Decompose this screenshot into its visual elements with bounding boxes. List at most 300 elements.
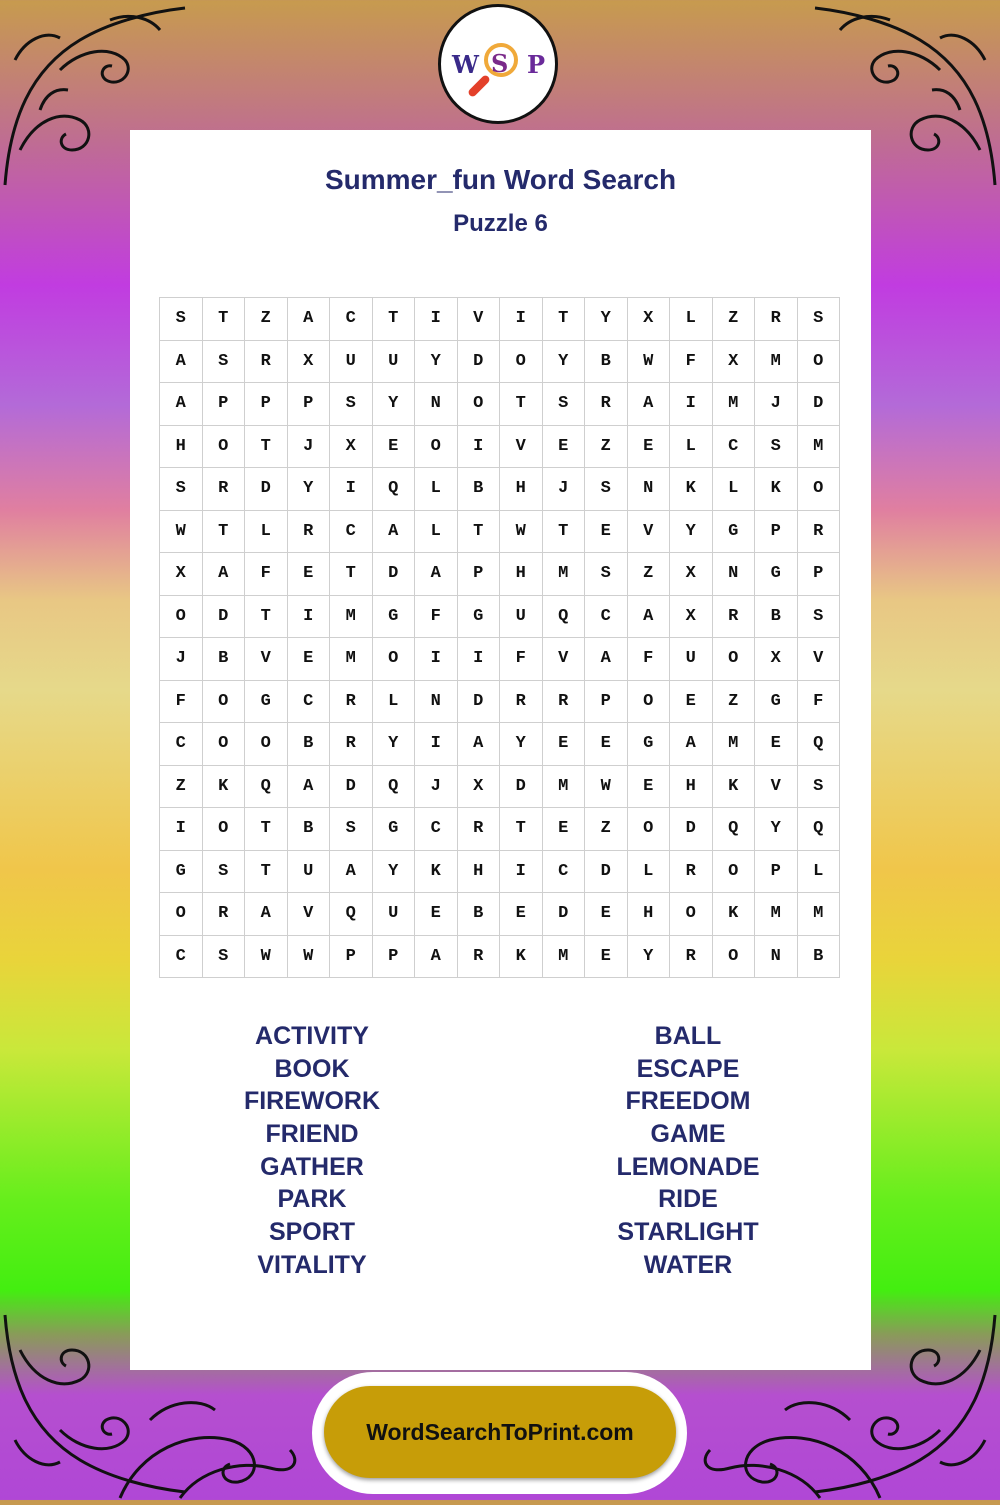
page-title: Summer_fun Word Search [324, 164, 677, 195]
grid-cell[interactable]: T [542, 298, 585, 341]
grid-cell[interactable]: Z [712, 298, 755, 341]
grid-cell[interactable]: I [670, 383, 713, 426]
grid-cell[interactable]: D [457, 340, 500, 383]
grid-row [160, 425, 840, 468]
grid-cell[interactable]: M [712, 723, 755, 766]
grid-cell[interactable]: Z [585, 425, 628, 468]
grid-cell[interactable]: A [457, 723, 500, 766]
grid-cell[interactable]: X [330, 425, 373, 468]
grid-cell[interactable]: X [712, 340, 755, 383]
grid-cell[interactable]: C [542, 850, 585, 893]
puzzle-subtitle: Puzzle 6 [453, 210, 548, 237]
grid-row [160, 468, 840, 511]
grid-cell[interactable]: U [372, 340, 415, 383]
bottom-swirl-left [0, 1360, 320, 1500]
grid-cell[interactable]: K [712, 893, 755, 936]
grid-cell[interactable]: Y [372, 383, 415, 426]
grid-cell[interactable]: S [585, 553, 628, 596]
grid-row [160, 723, 840, 766]
grid-cell[interactable]: N [712, 553, 755, 596]
grid-cell[interactable]: M [797, 425, 840, 468]
grid-cell[interactable]: X [627, 298, 670, 341]
grid-cell[interactable]: Y [585, 298, 628, 341]
grid-cell[interactable]: S [755, 425, 798, 468]
grid-cell[interactable]: X [670, 595, 713, 638]
grid-cell[interactable]: Y [627, 935, 670, 978]
grid-cell[interactable]: D [670, 808, 713, 851]
grid-cell[interactable]: H [627, 893, 670, 936]
grid-cell[interactable]: R [712, 595, 755, 638]
grid-cell[interactable]: T [500, 808, 543, 851]
word-list-item: GATHER [260, 1152, 364, 1181]
grid-cell[interactable]: E [755, 723, 798, 766]
grid-cell[interactable]: F [245, 553, 288, 596]
grid-cell[interactable]: O [160, 893, 203, 936]
grid-cell[interactable]: O [712, 850, 755, 893]
grid-cell[interactable]: S [202, 340, 245, 383]
footer-site-label: WordSearchToPrint.com [366, 1418, 634, 1445]
grid-cell[interactable]: U [330, 340, 373, 383]
grid-cell[interactable]: P [202, 383, 245, 426]
grid-cell[interactable]: J [415, 765, 458, 808]
grid-cell[interactable]: E [500, 893, 543, 936]
logo-letter-w: W [452, 50, 479, 79]
grid-cell[interactable]: M [797, 893, 840, 936]
grid-cell[interactable]: G [627, 723, 670, 766]
grid-cell[interactable]: B [457, 893, 500, 936]
grid-cell[interactable]: V [245, 638, 288, 681]
footer-site-button[interactable] [324, 1386, 676, 1478]
grid-cell[interactable]: U [287, 850, 330, 893]
grid-cell[interactable]: K [712, 765, 755, 808]
grid-cell[interactable]: D [245, 468, 288, 511]
grid-cell[interactable]: L [415, 510, 458, 553]
grid-cell[interactable]: C [287, 680, 330, 723]
grid-cell[interactable]: I [500, 850, 543, 893]
grid-cell[interactable]: M [542, 765, 585, 808]
word-list-item: LEMONADE [616, 1152, 760, 1181]
grid-cell[interactable]: H [457, 850, 500, 893]
grid-cell[interactable]: K [755, 468, 798, 511]
grid-cell[interactable]: C [160, 723, 203, 766]
grid-cell[interactable]: X [160, 553, 203, 596]
grid-cell[interactable]: Y [287, 468, 330, 511]
grid-cell[interactable]: U [670, 638, 713, 681]
grid-cell[interactable]: B [287, 808, 330, 851]
grid-cell[interactable]: H [500, 468, 543, 511]
grid-cell[interactable]: D [330, 765, 373, 808]
grid-cell[interactable]: Y [415, 340, 458, 383]
grid-cell[interactable]: C [585, 595, 628, 638]
grid-row [160, 808, 840, 851]
grid-cell[interactable]: M [755, 340, 798, 383]
word-list-item: WATER [643, 1250, 733, 1279]
grid-cell[interactable]: Y [500, 723, 543, 766]
word-list-right [538, 1020, 838, 1282]
grid-cell[interactable]: R [202, 468, 245, 511]
word-list-item: SPORT [268, 1218, 356, 1247]
grid-row [160, 298, 840, 341]
grid-cell[interactable]: R [542, 680, 585, 723]
grid-cell[interactable]: B [755, 595, 798, 638]
grid-cell[interactable]: L [670, 298, 713, 341]
grid-cell[interactable]: R [457, 935, 500, 978]
grid-cell[interactable]: O [627, 808, 670, 851]
grid-cell[interactable]: Q [372, 468, 415, 511]
grid-cell[interactable]: V [542, 638, 585, 681]
grid-cell[interactable]: E [415, 893, 458, 936]
grid-cell[interactable]: Z [627, 553, 670, 596]
grid-cell[interactable]: P [755, 510, 798, 553]
grid-row [160, 935, 840, 978]
grid-cell[interactable]: V [797, 638, 840, 681]
grid-cell[interactable]: R [670, 850, 713, 893]
logo-letter-p: P [527, 50, 546, 79]
grid-cell[interactable]: A [585, 638, 628, 681]
grid-cell[interactable]: P [287, 383, 330, 426]
grid-cell[interactable]: U [500, 595, 543, 638]
grid-cell[interactable]: C [415, 808, 458, 851]
grid-cell[interactable]: L [797, 850, 840, 893]
grid-cell[interactable]: H [500, 553, 543, 596]
grid-cell[interactable]: L [372, 680, 415, 723]
grid-cell[interactable]: I [287, 595, 330, 638]
grid-cell[interactable]: S [202, 850, 245, 893]
grid-row [160, 765, 840, 808]
grid-cell[interactable]: R [755, 298, 798, 341]
grid-cell[interactable]: W [287, 935, 330, 978]
grid-cell[interactable]: N [415, 383, 458, 426]
grid-cell[interactable]: S [585, 468, 628, 511]
grid-cell[interactable]: S [202, 935, 245, 978]
grid-cell[interactable]: D [585, 850, 628, 893]
letter-grid [159, 297, 840, 978]
grid-cell[interactable]: T [245, 850, 288, 893]
grid-cell[interactable]: O [457, 383, 500, 426]
grid-cell[interactable]: O [670, 893, 713, 936]
grid-cell[interactable]: C [330, 298, 373, 341]
grid-cell[interactable]: Q [797, 723, 840, 766]
grid-cell[interactable]: E [287, 553, 330, 596]
grid-cell[interactable]: K [202, 765, 245, 808]
grid-cell[interactable]: P [372, 935, 415, 978]
site-logo[interactable] [438, 4, 558, 124]
grid-cell[interactable]: E [287, 638, 330, 681]
grid-cell[interactable]: E [542, 808, 585, 851]
grid-cell[interactable]: T [500, 383, 543, 426]
grid-cell[interactable]: B [287, 723, 330, 766]
bottom-swirl-right [680, 1360, 1000, 1500]
grid-cell[interactable]: D [202, 595, 245, 638]
grid-cell[interactable]: A [415, 935, 458, 978]
grid-cell[interactable]: G [372, 808, 415, 851]
grid-cell[interactable]: M [542, 935, 585, 978]
grid-cell[interactable]: T [457, 510, 500, 553]
grid-cell[interactable]: A [287, 765, 330, 808]
grid-row [160, 893, 840, 936]
grid-cell[interactable]: A [287, 298, 330, 341]
grid-cell[interactable]: Q [712, 808, 755, 851]
grid-cell[interactable]: P [755, 850, 798, 893]
grid-cell[interactable]: A [372, 510, 415, 553]
grid-cell[interactable]: O [712, 935, 755, 978]
grid-cell[interactable]: V [457, 298, 500, 341]
grid-row [160, 595, 840, 638]
grid-cell[interactable]: E [542, 723, 585, 766]
grid-cell[interactable]: R [670, 935, 713, 978]
word-list-item: PARK [277, 1185, 347, 1214]
grid-cell[interactable]: T [372, 298, 415, 341]
grid-cell[interactable]: S [330, 383, 373, 426]
grid-cell[interactable]: O [202, 425, 245, 468]
grid-cell[interactable]: C [712, 425, 755, 468]
grid-cell[interactable]: E [585, 893, 628, 936]
grid-cell[interactable]: G [457, 595, 500, 638]
grid-cell[interactable]: B [797, 935, 840, 978]
grid-cell[interactable]: L [627, 850, 670, 893]
grid-row [160, 340, 840, 383]
grid-cell[interactable]: V [500, 425, 543, 468]
grid-cell[interactable]: I [160, 808, 203, 851]
grid-cell[interactable]: S [797, 765, 840, 808]
word-list-left [162, 1020, 462, 1282]
grid-cell[interactable]: W [160, 510, 203, 553]
grid-cell[interactable]: I [457, 638, 500, 681]
grid-cell[interactable]: I [457, 425, 500, 468]
grid-cell[interactable]: S [542, 383, 585, 426]
grid-cell[interactable]: O [415, 425, 458, 468]
grid-cell[interactable]: T [202, 298, 245, 341]
grid-cell[interactable]: O [372, 638, 415, 681]
grid-cell[interactable]: H [160, 425, 203, 468]
grid-cell[interactable]: S [330, 808, 373, 851]
grid-row [160, 510, 840, 553]
grid-cell[interactable]: W [585, 765, 628, 808]
grid-cell[interactable]: O [202, 680, 245, 723]
grid-cell[interactable]: H [670, 765, 713, 808]
grid-cell[interactable]: A [160, 383, 203, 426]
grid-cell[interactable]: B [202, 638, 245, 681]
grid-cell[interactable]: A [627, 383, 670, 426]
grid-cell[interactable]: C [160, 935, 203, 978]
grid-cell[interactable]: S [797, 298, 840, 341]
grid-cell[interactable]: I [415, 638, 458, 681]
grid-cell[interactable]: Y [542, 340, 585, 383]
grid-cell[interactable]: B [457, 468, 500, 511]
grid-cell[interactable]: P [797, 553, 840, 596]
grid-cell[interactable]: N [415, 680, 458, 723]
grid-cell[interactable]: Z [245, 298, 288, 341]
grid-cell[interactable]: R [330, 680, 373, 723]
grid-cell[interactable]: E [585, 510, 628, 553]
grid-cell[interactable]: B [585, 340, 628, 383]
grid-cell[interactable]: O [627, 680, 670, 723]
grid-cell[interactable]: A [330, 850, 373, 893]
grid-cell[interactable]: T [202, 510, 245, 553]
grid-cell[interactable]: D [500, 765, 543, 808]
grid-cell[interactable]: Q [372, 765, 415, 808]
grid-cell[interactable]: G [160, 850, 203, 893]
grid-cell[interactable]: M [542, 553, 585, 596]
grid-cell[interactable]: K [500, 935, 543, 978]
grid-cell[interactable]: Y [372, 850, 415, 893]
grid-cell[interactable]: W [627, 340, 670, 383]
grid-cell[interactable]: D [797, 383, 840, 426]
grid-cell[interactable]: R [245, 340, 288, 383]
grid-cell[interactable]: E [627, 425, 670, 468]
grid-cell[interactable]: R [330, 723, 373, 766]
grid-cell[interactable]: N [627, 468, 670, 511]
grid-cell[interactable]: G [755, 680, 798, 723]
grid-cell[interactable]: X [755, 638, 798, 681]
grid-cell[interactable]: M [330, 595, 373, 638]
grid-cell[interactable]: G [712, 510, 755, 553]
grid-cell[interactable]: T [542, 510, 585, 553]
grid-cell[interactable]: L [245, 510, 288, 553]
grid-cell[interactable]: K [415, 850, 458, 893]
grid-cell[interactable]: X [287, 340, 330, 383]
grid-cell[interactable]: X [670, 553, 713, 596]
grid-cell[interactable]: Q [330, 893, 373, 936]
grid-cell[interactable]: G [372, 595, 415, 638]
grid-cell[interactable]: F [415, 595, 458, 638]
grid-cell[interactable]: A [627, 595, 670, 638]
grid-cell[interactable]: P [245, 383, 288, 426]
grid-cell[interactable]: Y [755, 808, 798, 851]
grid-cell[interactable]: V [627, 510, 670, 553]
grid-cell[interactable]: Y [670, 510, 713, 553]
grid-cell[interactable]: T [245, 808, 288, 851]
grid-cell[interactable]: A [202, 553, 245, 596]
grid-cell[interactable]: E [585, 935, 628, 978]
grid-cell[interactable]: D [457, 680, 500, 723]
grid-row [160, 553, 840, 596]
grid-cell[interactable]: U [372, 893, 415, 936]
word-list-item: VITALITY [257, 1250, 367, 1279]
grid-cell[interactable]: S [160, 468, 203, 511]
word-list-item: STARLIGHT [617, 1218, 759, 1247]
grid-cell[interactable]: L [712, 468, 755, 511]
word-list-item: RIDE [658, 1185, 718, 1214]
grid-cell[interactable]: W [245, 935, 288, 978]
grid-cell[interactable]: G [755, 553, 798, 596]
grid-cell[interactable]: L [415, 468, 458, 511]
word-list-item: ACTIVITY [255, 1022, 369, 1050]
grid-cell[interactable]: R [202, 893, 245, 936]
grid-cell[interactable]: F [500, 638, 543, 681]
grid-cell[interactable]: O [797, 468, 840, 511]
grid-cell[interactable]: A [670, 723, 713, 766]
grid-cell[interactable]: J [160, 638, 203, 681]
grid-cell[interactable]: V [287, 893, 330, 936]
grid-cell[interactable]: R [457, 808, 500, 851]
word-list-item: FRIEND [265, 1120, 359, 1149]
grid-cell[interactable]: A [415, 553, 458, 596]
grid-cell[interactable]: O [712, 638, 755, 681]
grid-cell[interactable]: J [755, 383, 798, 426]
grid-cell[interactable]: Z [160, 765, 203, 808]
grid-cell[interactable]: E [372, 425, 415, 468]
grid-cell[interactable]: R [585, 383, 628, 426]
word-list-item: BOOK [274, 1054, 350, 1083]
word-list-item: BALL [654, 1022, 722, 1050]
grid-cell[interactable]: R [287, 510, 330, 553]
grid-cell[interactable]: E [627, 765, 670, 808]
grid-cell[interactable]: E [670, 680, 713, 723]
grid-row [160, 680, 840, 723]
grid-cell[interactable]: P [330, 935, 373, 978]
grid-row [160, 383, 840, 426]
grid-cell[interactable]: D [542, 893, 585, 936]
grid-row [160, 850, 840, 893]
grid-cell[interactable]: L [670, 425, 713, 468]
grid-cell[interactable]: Q [797, 808, 840, 851]
grid-cell[interactable]: O [245, 723, 288, 766]
grid-cell[interactable]: J [287, 425, 330, 468]
grid-cell[interactable]: T [330, 553, 373, 596]
grid-cell[interactable]: M [755, 893, 798, 936]
grid-cell[interactable]: O [500, 340, 543, 383]
grid-cell[interactable]: K [670, 468, 713, 511]
grid-cell[interactable]: I [415, 723, 458, 766]
grid-cell[interactable]: O [160, 595, 203, 638]
grid-cell[interactable]: A [245, 893, 288, 936]
grid-cell[interactable]: Z [712, 680, 755, 723]
grid-cell[interactable]: T [245, 595, 288, 638]
grid-cell[interactable]: Z [585, 808, 628, 851]
grid-cell[interactable]: O [202, 723, 245, 766]
grid-cell[interactable]: F [797, 680, 840, 723]
grid-cell[interactable]: I [500, 298, 543, 341]
grid-cell[interactable]: F [160, 680, 203, 723]
grid-cell[interactable]: W [500, 510, 543, 553]
grid-cell[interactable]: T [245, 425, 288, 468]
grid-cell[interactable]: M [712, 383, 755, 426]
grid-cell[interactable]: R [797, 510, 840, 553]
grid-cell[interactable]: M [330, 638, 373, 681]
grid-cell[interactable]: E [585, 723, 628, 766]
grid-cell[interactable]: P [457, 553, 500, 596]
grid-cell[interactable]: F [627, 638, 670, 681]
grid-cell[interactable]: S [160, 298, 203, 341]
grid-cell[interactable]: Q [542, 595, 585, 638]
grid-cell[interactable]: P [585, 680, 628, 723]
grid-cell[interactable]: O [797, 340, 840, 383]
grid-cell[interactable]: F [670, 340, 713, 383]
grid-cell[interactable]: R [500, 680, 543, 723]
logo-letter-s: S [491, 49, 509, 78]
grid-cell[interactable]: O [202, 808, 245, 851]
grid-row [160, 638, 840, 681]
grid-cell[interactable]: E [542, 425, 585, 468]
grid-cell[interactable]: I [330, 468, 373, 511]
grid-cell[interactable]: C [330, 510, 373, 553]
grid-cell[interactable]: I [415, 298, 458, 341]
grid-cell[interactable]: S [797, 595, 840, 638]
grid-cell[interactable]: V [755, 765, 798, 808]
grid-cell[interactable]: X [457, 765, 500, 808]
grid-cell[interactable]: J [542, 468, 585, 511]
grid-cell[interactable]: A [160, 340, 203, 383]
word-list-item: GAME [650, 1120, 726, 1149]
grid-cell[interactable]: D [372, 553, 415, 596]
grid-cell[interactable]: Y [372, 723, 415, 766]
grid-cell[interactable]: Q [245, 765, 288, 808]
word-list-item: ESCAPE [636, 1054, 740, 1083]
grid-cell[interactable]: G [245, 680, 288, 723]
puzzle-card [130, 130, 871, 1370]
grid-cell[interactable]: N [755, 935, 798, 978]
